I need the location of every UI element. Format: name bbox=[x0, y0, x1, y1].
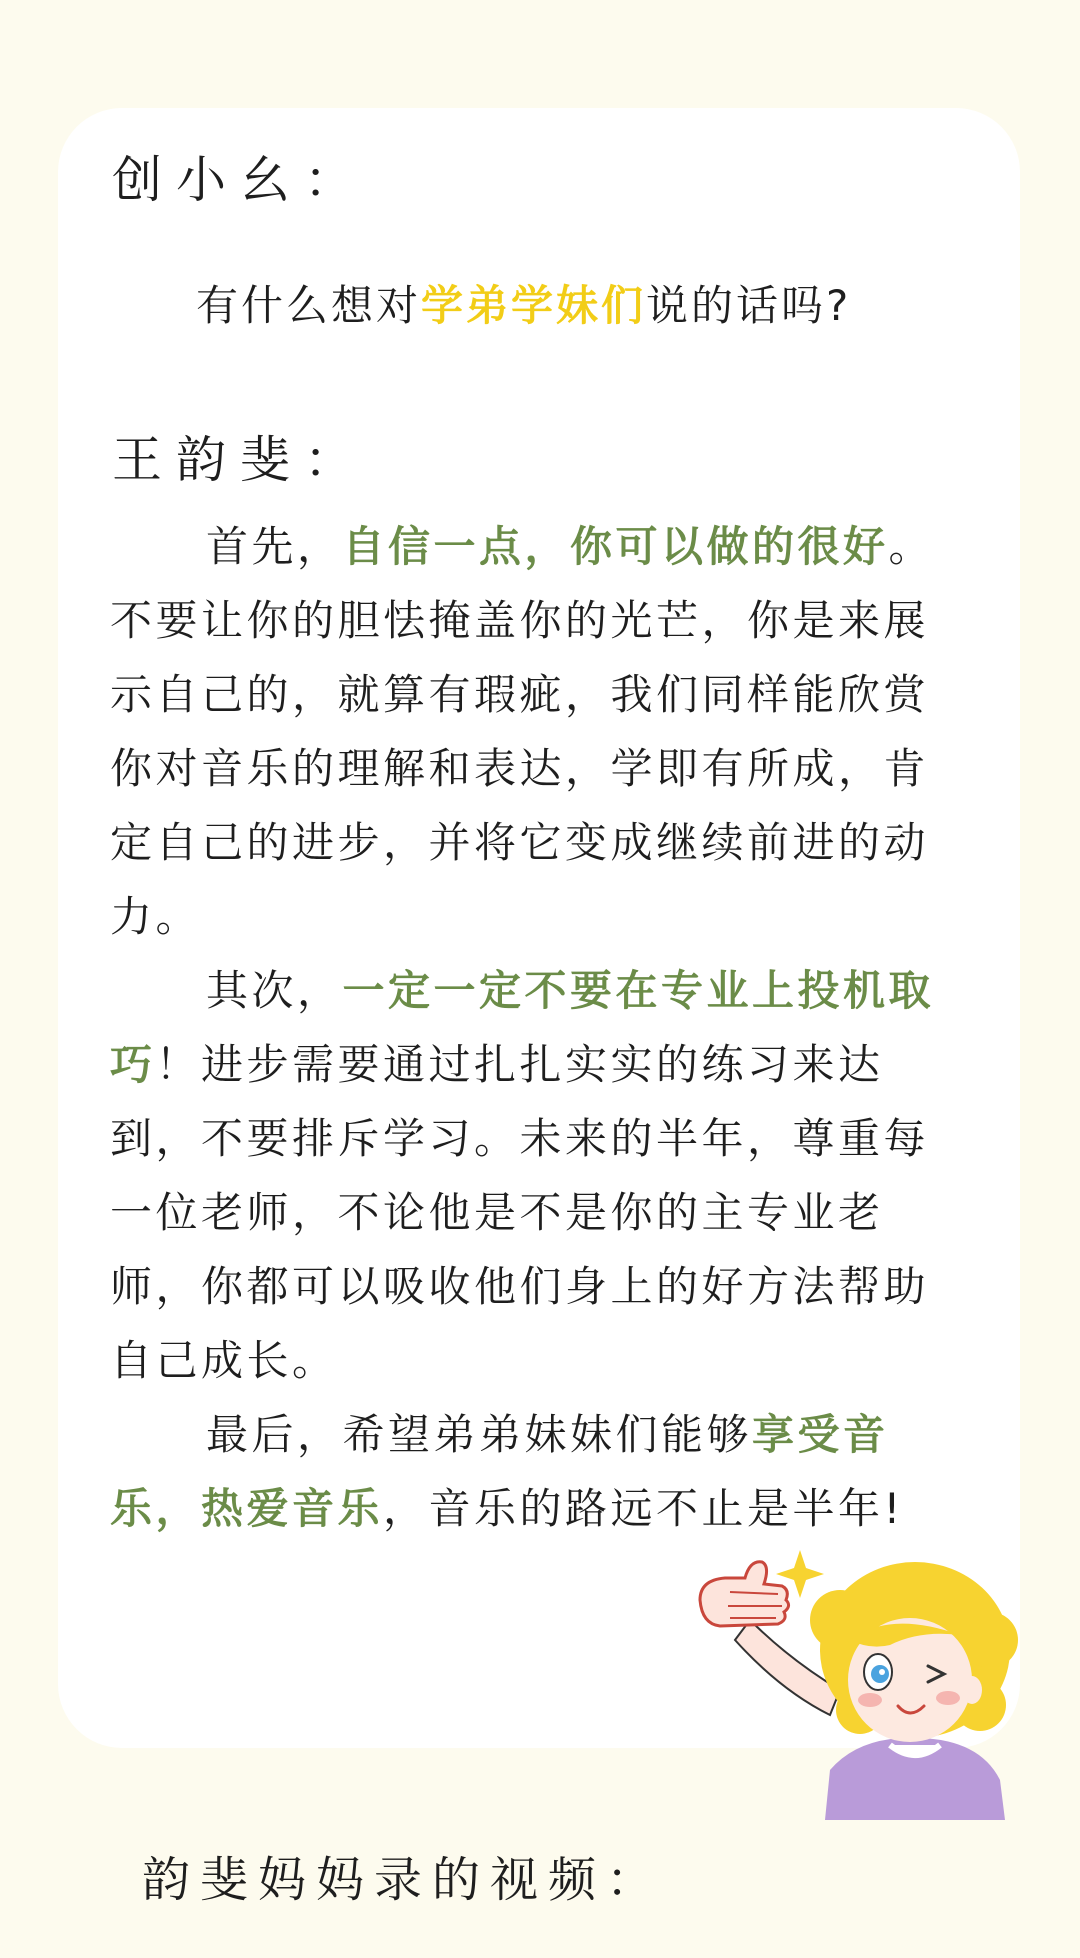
p2-highlight: 一定一定不要在专业上投机取巧 bbox=[110, 966, 935, 1089]
p1-lead: 首先， bbox=[206, 522, 343, 571]
p2-lead: 其次， bbox=[206, 966, 343, 1015]
answer-paragraph-3 bbox=[110, 1398, 972, 1546]
p3-highlight: 享受音乐，热爱音乐 bbox=[110, 1410, 889, 1533]
answer-text bbox=[110, 510, 972, 1546]
question-text bbox=[196, 278, 851, 334]
thumbs-up-girl-icon bbox=[690, 1540, 1020, 1820]
p1-highlight: 自信一点，你可以做的很好 bbox=[342, 522, 889, 571]
p2-rest: ！进步需要通过扎扎实实的练习来达到，不要排斥学习。未来的半年，尊重每一位老师，不论他是不是你的主专业老师，你都可以吸收他们身上的好方法帮助自己成长。 bbox=[110, 1040, 930, 1385]
question-suffix: 说的话吗? bbox=[646, 281, 852, 330]
interviewee-label: 王韵斐： bbox=[112, 431, 368, 489]
p3-lead: 最后，希望弟弟妹妹们能够 bbox=[206, 1410, 753, 1459]
answer-paragraph-1 bbox=[110, 510, 972, 954]
interviewer-label: 创小幺： bbox=[112, 151, 368, 209]
answer-paragraph-2 bbox=[110, 954, 972, 1398]
p3-rest: ，音乐的路远不止是半年! bbox=[383, 1484, 904, 1533]
p1-rest: 。不要让你的胆怯掩盖你的光芒，你是来展示自己的，就算有瑕疵，我们同样能欣赏你对音乐的理解和表达，学即有所成，肯定自己的进步，并将它变成继续前进的动力。 bbox=[110, 522, 935, 941]
question-highlight: 学弟学妹们 bbox=[421, 281, 647, 330]
question-prefix: 有什么想对 bbox=[196, 281, 422, 330]
video-section-title: 韵斐妈妈录的视频： bbox=[142, 1852, 665, 1908]
